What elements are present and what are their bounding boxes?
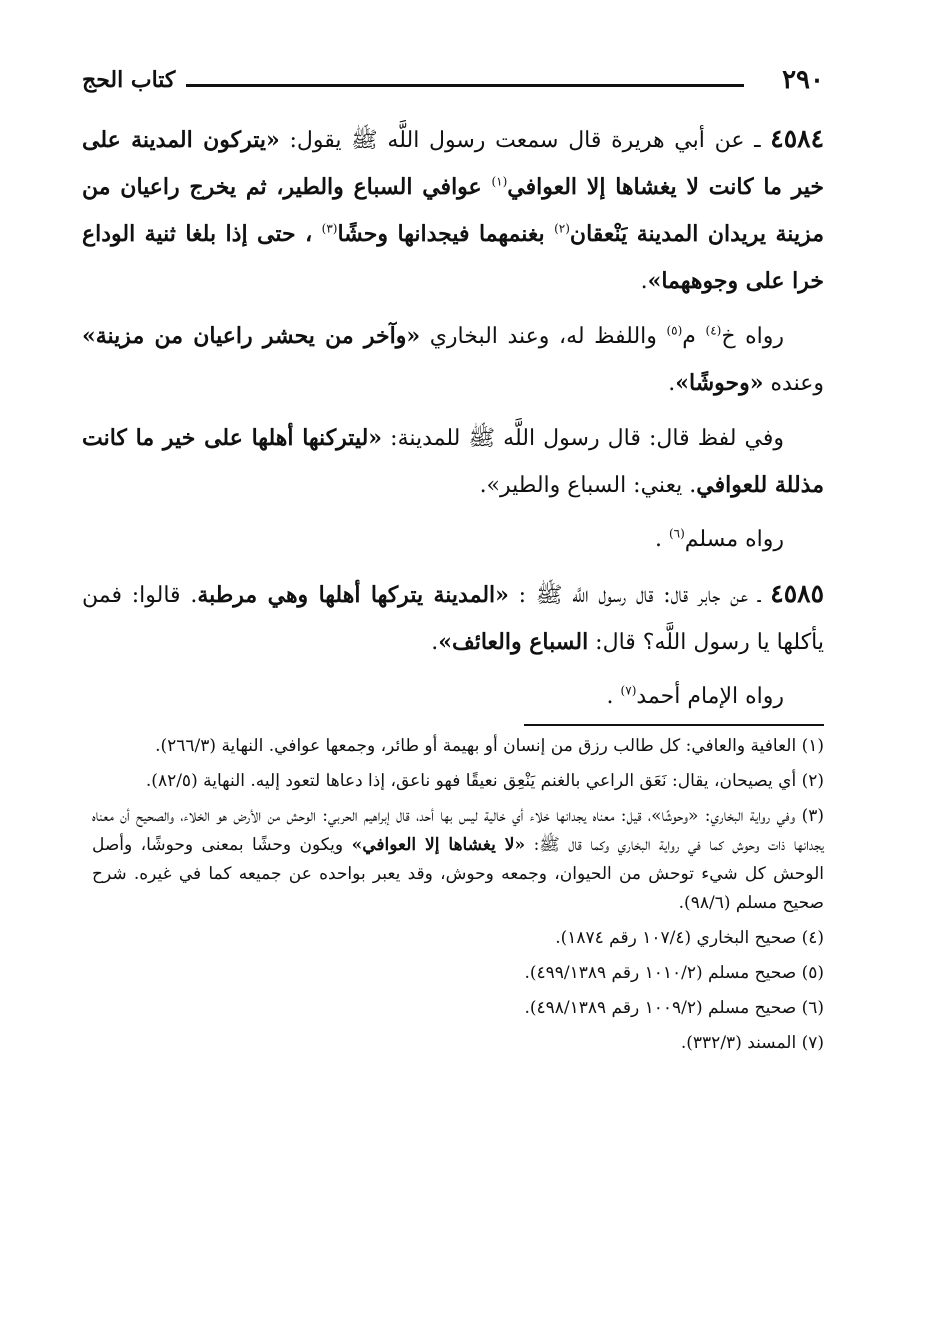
- footnote-ref: (٦): [668, 526, 685, 541]
- hadith-text: «يتركون المدينة على خير ما كانت لا يغشاها إلا العوافي: [82, 127, 825, 200]
- quote-text: «وآخر من يحشر راعيان من مزينة»: [82, 323, 421, 349]
- punctuation: .: [654, 527, 669, 552]
- hadith-text: السباع والعائف»: [438, 629, 589, 655]
- source-note: [82, 517, 824, 563]
- footnote-6: [92, 994, 824, 1023]
- footnote-2: [92, 767, 824, 796]
- source-note: [82, 313, 824, 407]
- hadith-text: بغنمهما فيجدانها وحشًا: [337, 221, 555, 247]
- hadith-4585: [82, 571, 824, 666]
- page-number: ٢٩٠: [782, 65, 824, 95]
- source-text: م: [682, 324, 706, 349]
- hadith-text: عوافي السباع والطير، ثم يخرج راعيان من مزينة يريدان المدينة يَنْعقان: [82, 174, 824, 247]
- hadith-4584: [82, 116, 824, 305]
- footnote-text: العافية والعافي: كل طالب رزق من إنسان أو بهيمة أو طائر، وجمعها عوافي. النهاية (٢٦٦/٣).: [155, 736, 802, 756]
- hadith-number: ٤٥٨٤: [770, 124, 824, 153]
- footnote-text: صحيح مسلم (١٠٠٩/٢ رقم ٤٩٨/١٣٨٩).: [524, 998, 802, 1018]
- footnote-text: صحيح مسلم (١٠١٠/٢ رقم ٤٩٩/١٣٨٩).: [524, 963, 802, 983]
- footnote-text: المسند (٣٣٢/٣).: [680, 1033, 802, 1053]
- footnote-ref: (١): [491, 174, 508, 189]
- footnote-marker: (٦): [801, 998, 824, 1018]
- footnote-marker: (٧): [801, 1033, 824, 1053]
- footnote-text: ويكون وحشًا بمعنى وحوشًا، وأصل الوحش كل شيء توحش من الحيوان، وجمعه وحوش، وقد يعبر بواحده عن جميعه كما في غيره. شرح صحيح مسلم (٩٨/٦).: [92, 835, 824, 913]
- hadith-text: «المدينة يتركها أهلها وهي مرطبة: [197, 582, 509, 608]
- footnote-text: وفي رواية البخاري: «وحوشًا»، قيل: معناه يجدانها خلاء أي خالية ليس بها أحد، قال إبراهيم الحربي: الوحش من الأرض هو الخلاء، والصحيح أن معناه يجدانها ذات وحوش كما في رواية البخاري وكما قال ﷺ:: [92, 806, 824, 855]
- quote-text: «وحوشًا»: [675, 370, 764, 396]
- punctuation: .: [640, 269, 648, 294]
- source-text: رواه خ: [721, 324, 784, 349]
- main-text: [82, 116, 824, 728]
- hadith-dialogue: . قالوا: فمن يأكلها يا رسول اللَّه؟ قال:: [82, 583, 824, 655]
- hadith-number: ٤٥٨٥: [770, 579, 825, 608]
- quote-text: «ليتركنها أهلها على خير ما كانت مذللة للعوافي: [82, 425, 824, 498]
- footnote-quote: «لا يغشاها إلا العوافي»: [351, 835, 526, 855]
- footnote-marker: (٣): [801, 806, 824, 826]
- footnote-5: [92, 959, 824, 988]
- hadith-intro: ـ عن جابر قال: قال رسول اللَّه ﷺ :: [508, 583, 771, 608]
- variant-intro: وفي لفظ قال: قال رسول اللَّه ﷺ للمدينة:: [382, 426, 784, 451]
- footnote-marker: (١): [801, 736, 824, 756]
- punctuation: .: [431, 630, 439, 655]
- footnote-ref: (٣): [321, 221, 338, 236]
- footnote-3: [92, 802, 824, 918]
- footnote-marker: (٤): [801, 928, 824, 948]
- footnote-ref: (٧): [620, 683, 637, 698]
- footnote-1: [92, 732, 824, 761]
- footnote-ref: (٥): [666, 323, 683, 338]
- footnote-7: [92, 1029, 824, 1058]
- footnotes: [92, 732, 824, 1064]
- variant-wording: [82, 415, 824, 509]
- footnote-marker: (٥): [801, 963, 824, 983]
- footnote-divider: [524, 724, 824, 726]
- punctuation: .: [668, 371, 676, 396]
- source-text: واللفظ له، وعند البخاري: [420, 324, 667, 349]
- variant-text: . يعني: السباع والطير».: [479, 473, 697, 498]
- footnote-marker: (٢): [801, 771, 824, 791]
- footnote-text: صحيح البخاري (١٠٧/٤ رقم ١٨٧٤).: [555, 928, 802, 948]
- source-text: وعنده: [763, 371, 824, 396]
- source-text: رواه مسلم: [684, 527, 784, 552]
- punctuation: .: [606, 684, 621, 709]
- footnote-ref: (٤): [705, 323, 722, 338]
- page-header: [82, 62, 824, 102]
- footnote-ref: (٢): [554, 221, 570, 236]
- hadith-text: ، حتى إذا بلغا ثنية الوداع خرا على وجوههما»: [82, 221, 824, 294]
- source-note: [82, 674, 824, 720]
- source-text: رواه الإمام أحمد: [636, 684, 784, 709]
- footnote-4: [92, 924, 824, 953]
- footnote-text: أي يصيحان، يقال: نَعَق الراعي بالغنم يَنْعِق نعيقًا فهو ناعق، إذا دعاها لتعود إليه. النهاية (٨٢/٥).: [145, 771, 802, 791]
- book-title: كتاب الحج: [82, 67, 176, 93]
- header-rule: [186, 84, 744, 87]
- hadith-intro: ـ عن أبي هريرة قال سمعت رسول اللَّه ﷺ يقول:: [279, 128, 771, 153]
